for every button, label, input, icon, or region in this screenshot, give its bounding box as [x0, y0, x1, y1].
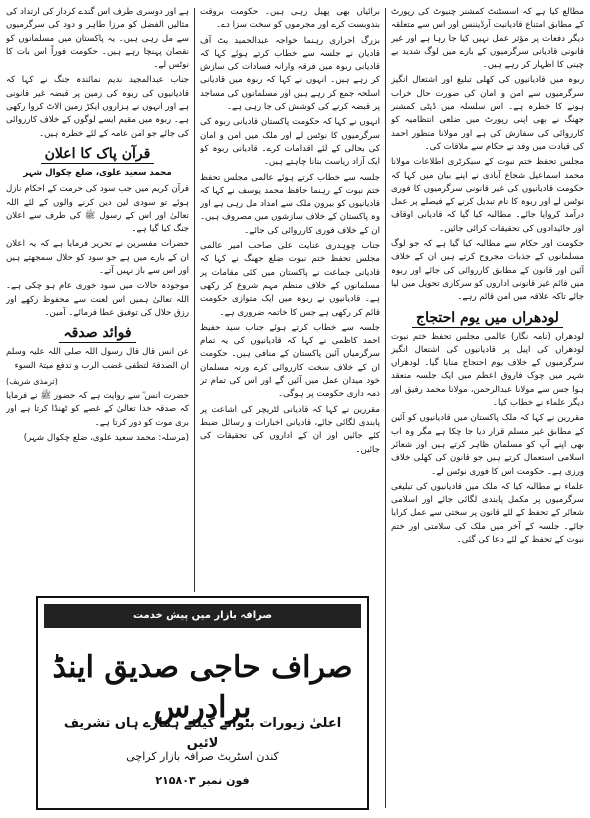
paragraph: بزرگ احراری رہنما خواجہ عبدالحمید بٹ آف قادیان نے جلسہ سے خطاب کرتے ہوئے کہا کہ قادیانی ربوہ میں فرقہ وارانہ فسادات کی سازش کر رہے ہیں۔ انہوں نے کہا کہ ربوہ میں قادیانی اسلحہ جمع کر رہے ہیں اور مسلمانوں کی مساجد پر قبضہ کرنے کی کوشش کی جا رہی ہے۔: [200, 35, 380, 113]
paragraph: جناب عبدالمجید ندیم نمائندہ جنگ نے کہا کہ قادیانیوں کی ربوہ کی زمین پر قبضہ غیر قانونی ہے اور انہوں نے ہزاروں ایکڑ زمین الاٹ کروا رکھی ہے۔ ربوہ میں مقیم ایسے لوگوں کے خلاف کارروائی کی جائے جو امن عامہ کے لئے خطرہ ہیں۔: [6, 75, 189, 139]
section-heading-lodhran: [391, 309, 584, 328]
heading-text: لودھراں میں یوم احتجاج: [412, 309, 563, 328]
column-divider: [385, 8, 386, 808]
paragraph: لودھراں (نامہ نگار) عالمی مجلس تحفظ ختم نبوت لودھراں کی اپیل پر قادیانیوں کی اشتعال انگیز سرگرمیوں کے خلاف یوم احتجاج منایا گیا۔ لودھراں شہر میں چوک فاروق اعظم میں ایک جلسہ منعقد ہوا جس سے مولانا عبدالرحمن، مولانا محمد رفیق اور دیگر علماء نے خطاب کیا۔: [391, 331, 584, 409]
paragraph: موجودہ حالات میں سود خوری عام ہو چکی ہے۔ اللہ تعالیٰ ہمیں اس لعنت سے محفوظ رکھے اور رزق حلال کی توفیق عطا فرمائے۔ آمین۔: [6, 281, 189, 318]
paragraph: انہوں نے کہا کہ حکومت پاکستان قادیانی ربوہ کی سرگرمیوں کا نوٹس لے اور ملک میں امن و امان کی بحالی کے لئے اقدامات کرے۔ قادیانی ربوہ کو ایک آزاد ریاست بنانا چاہتے ہیں۔: [200, 117, 380, 168]
heading-text: قرآن پاک کا اعلان: [41, 145, 155, 164]
ad-title: صراف حاجی صدیق اینڈ برادرس: [52, 650, 353, 725]
paragraph: مجلس تحفظ ختم نبوت کے سیکرٹری اطلاعات مولانا محمد اسماعیل شجاع آبادی نے اپنے بیان میں کہا کہ حکومت قادیانیوں کی غیر قانونی سرگرمیوں کا فوری نوٹس لے اور ربوہ کا نام تبدیل کرنے کے فیصلے پر عمل درآمد کروایا جائے۔ مطالبہ کیا گیا کہ قادیانی اوقاف اور جائیدادوں کی تحقیقات کرائی جائیں۔: [391, 157, 584, 234]
byline: محمد سعید علوی، ضلع چکوال شہر: [23, 167, 172, 178]
paragraph: جلسہ سے خطاب کرتے ہوئے جناب سید حفیظ احمد کاظمی نے کہا کہ قادیانیوں کی یہ تمام سرگرمیاں آئین پاکستان کے منافی ہیں۔ حکومت ان کے خلاف سخت کارروائی کرے ورنہ مسلمان خود میدان عمل میں آئیں گے اور اس کی تمام تر ذمہ داری حکومت پر ہوگی۔: [200, 322, 380, 400]
paragraph: عن انس قال قال رسول اللہ صلی اللہ علیہ وسلم ان الصدقۃ لتطفی غضب الرب و تدفع میتۃ السوء: [6, 347, 189, 371]
advertisement-box: [36, 596, 369, 810]
ad-banner: صرافہ بازار میں پیش خدمت: [44, 604, 361, 628]
column-middle: [200, 6, 380, 590]
heading-text: فوائد صدقہ: [59, 324, 135, 343]
ad-phone: فون نمبر ۲۱۵۸۰۳: [155, 774, 250, 787]
paragraph: مقررین نے کہا کہ ملک پاکستان میں قادیانیوں کو آئین کے مطابق غیر مسلم قرار دیا جا چکا ہے مگر وہ اب بھی اپنے آپ کو مسلمان ظاہر کرتے ہیں اور شعائر اسلامی استعمال کرتے ہیں جو قانون کی کھلی خلاف ورزی ہے۔ حکومت اس کا فوری نوٹس لے۔: [391, 413, 584, 477]
paragraph: ہے اور دوسری طرف اس گندے کردار کی ارتداد کی مثالیں الفضل کو مرزا طاہر و دود کی سرگرمیوں سے مل رہی ہیں۔ یہ پاکستان میں مسلمانوں کو نقصان پہنچا رہے ہیں۔ حکومت فوراً اس بات کا نوٹس لے۔: [6, 7, 189, 71]
column-left: [6, 6, 189, 590]
paragraph: حضرات مفسرین نے تحریر فرمایا ہے کہ یہ اعلان ان کے بارے میں ہے جو سود کو حلال سمجھتے ہیں اور اس سے باز نہیں آتے۔: [6, 239, 189, 277]
source-citation: (ترمذی شریف): [6, 376, 58, 386]
paragraph: جناب چوہدری عنایت علی صاحب امیر عالمی مجلس تحفظ ختم نبوت ضلع جھنگ نے کہا کہ قادیانی جماعت نے پاکستان میں کئی مقامات پر مسلمانوں کے خلاف منظم مہم شروع کر رکھی ہے۔ قادیانیوں نے ربوہ میں ایک متوازی حکومت قائم کر رکھی ہے جس کا خاتمہ ضروری ہے۔: [200, 241, 380, 318]
paragraph: ربوہ میں قادیانیوں کی کھلی تبلیغ اور اشتعال انگیز سرگرمیوں سے امن و امان کی صورت حال خراب ہونے کا خطرہ ہے۔ اس سلسلہ میں ڈپٹی کمشنر جھنگ نے بھی اپنی رپورٹ میں ضلعی انتظامیہ کو کارروائی کی سفارش کی ہے اور مولانا منظور احمد کی قیادت میں وفد نے حکام سے ملاقات کی۔: [391, 75, 584, 152]
sender-line: (مرسلہ: محمد سعید علوی، ضلع چکوال شہر): [23, 433, 189, 444]
section-heading-quran: [6, 145, 189, 164]
column-divider: [194, 8, 195, 592]
paragraph: حکومت اور حکام سے مطالبہ کیا گیا ہے کہ جو لوگ مسلمانوں کے جذبات مجروح کرتے ہیں ان کے خلاف آئین اور قانون کے مطابق کارروائی کی جائے اور ربوہ میں قائم غیر قانونی اداروں کو سرکاری تحویل میں لیا جائے تاکہ علاقہ میں امن قائم رہے۔: [391, 239, 584, 303]
paragraph: مطالع کیا ہے کہ اسسٹنٹ کمشنر چنیوٹ کی رپورٹ کے مطابق امتناع قادیانیت آرڈیننس اور اس سے متعلقہ دیگر دفعات پر مؤثر عمل نہیں کیا جا رہا ہے اور غیر قانونی قادیانی سرگرمیوں کے بارے میں لوگ شدید بے چینی کا اظہار کر رہے ہیں۔: [391, 7, 584, 71]
ad-address: کندن اسٹریٹ صرافہ بازار کراچی: [126, 750, 279, 763]
paragraph: حضرت انس ؓ سے روایت ہے کہ حضور ﷺ نے فرمایا کہ صدقہ خدا تعالیٰ کے غصے کو ٹھنڈا کرتا ہے اور بری موت کو دور کرتا ہے۔: [6, 391, 189, 428]
paragraph: مقررین نے کہا کہ قادیانی لٹریچر کی اشاعت پر پابندی لگائی جائے، قادیانی اخبارات و رسائل ضبط کئے جائیں اور ان کے اداروں کی تحقیقات کی جائیں۔: [200, 404, 380, 455]
paragraph: علماء نے مطالبہ کیا کہ ملک میں قادیانیوں کی تبلیغی سرگرمیوں پر مکمل پابندی لگائی جائے اور اسلامی شعائر کے تحفظ کے لئے قانون پر سختی سے عمل کرایا جائے۔ جلسہ کے آخر میں ملک کی سلامتی اور ختم نبوت کے تحفظ کے لئے دعا کی گئی۔: [391, 481, 584, 545]
column-right: [391, 6, 584, 812]
paragraph: برائیاں بھی پھیل رہی ہیں۔ حکومت بروقت بندوبست کرے اور مجرموں کو سخت سزا دے۔: [200, 7, 380, 31]
section-heading-sadqa: [6, 324, 189, 343]
paragraph: قرآن کریم میں جب سود کی حرمت کے احکام نازل ہوئے تو سودی لین دین کرنے والوں کے لئے اللہ تعالیٰ اور اس کے رسول ﷺ کی طرف سے اعلان جنگ کیا گیا ہے۔: [6, 184, 189, 235]
ad-tagline: اعلیٰ زیورات بنوانے کیلئے ہمارے ہاں تشریف لائیں: [63, 716, 342, 751]
paragraph: جلسہ سے خطاب کرتے ہوئے عالمی مجلس تحفظ ختم نبوت کے رہنما حافظ محمد یوسف نے کہا کہ قادیانیوں کو بیرون ملک سے امداد مل رہی ہے اور وہ پاکستان کے خلاف سازشوں میں مصروف ہیں۔ ان کے خلاف فوری کارروائی کی جائے۔: [200, 172, 380, 236]
